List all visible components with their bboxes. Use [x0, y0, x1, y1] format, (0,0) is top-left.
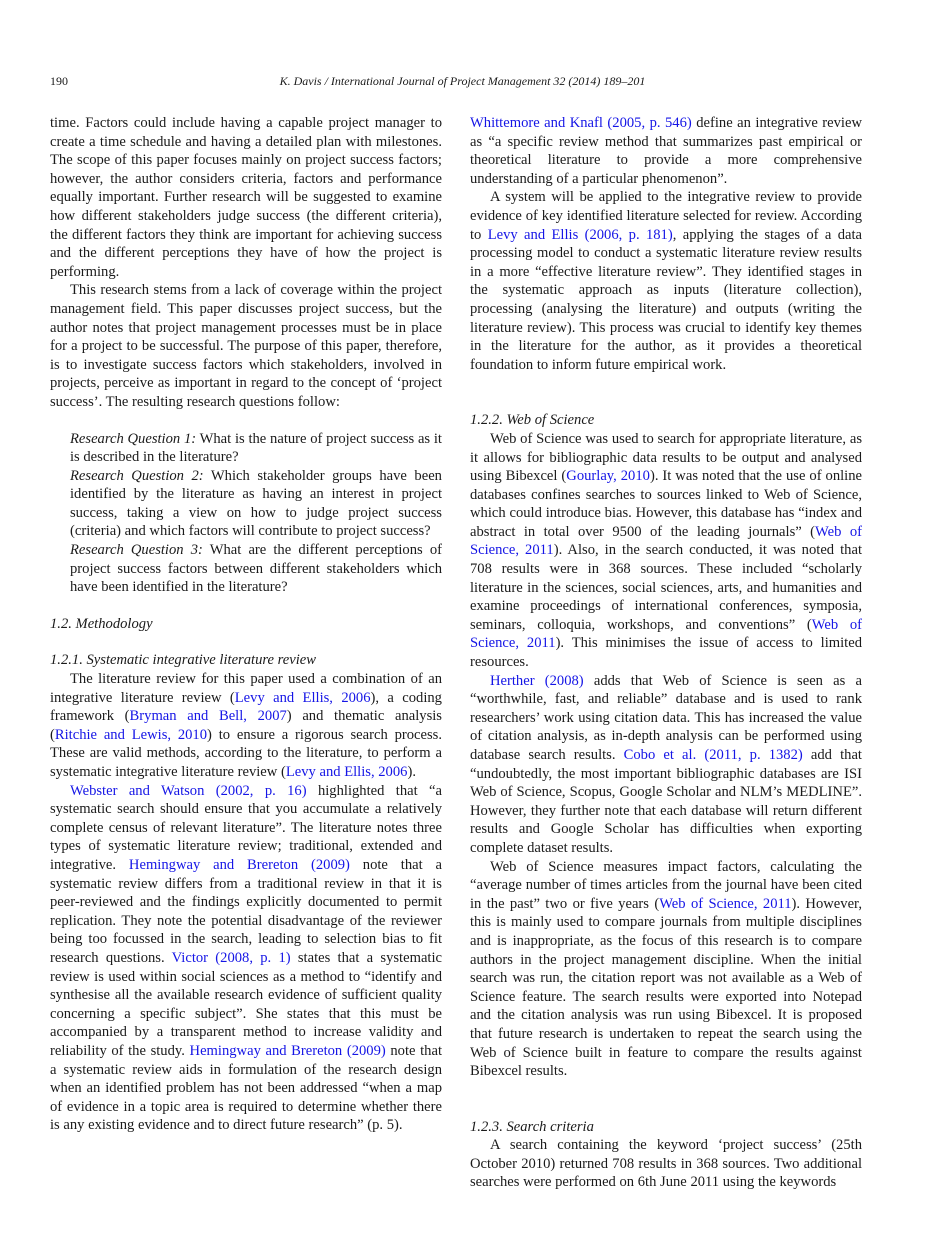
citation-link[interactable]: Victor (2008, p. 1) — [171, 949, 291, 966]
text: highlighted that “a systematic search should ensure that you accumulate a relatively complete census of relevant literature”. The literature notes three types of systematic literature review; traditional, extended and integrative. — [50, 782, 442, 873]
subsection-heading: 1.2.1. Systematic integrative literature review — [50, 652, 317, 669]
section-heading: 1.2. Methodology — [50, 615, 153, 632]
citation-link[interactable]: Levy and Ellis, 2006 — [285, 764, 408, 780]
paragraph — [50, 782, 442, 1135]
subsection-heading: 1.2.2. Web of Science — [470, 412, 595, 429]
text: ). Also, in the search conducted, it was noted that 708 results were in 368 sources. These included “scholarly literature in the sciences, social sciences, arts, and humanities and examine proceedings of international conferences, symposia, seminars, colloquia, workshops, and conventions” ( — [470, 542, 863, 633]
text: ). It was noted that the use of online databases confines searches to sources linked to Web of Science, which could introduce bias. However, this database has “index and abstract in total over 9500 of the leading journals” ( — [470, 468, 862, 540]
text: note that a systematic review differs from a traditional review in that it is peer-reviewed and the findings explicitly documented to permit replication. They note the potential disadvantage of the reviewer being too focussed in the search, leading to selection bias to fit research questions. — [50, 856, 443, 966]
text: states that a systematic review is used within social sciences as a method to “identify and synthesise all the available research evidence of sufficient quality concerning a specific subject”. She states that this must be accompanied by a transparent method to increase validity and reliability of the study. — [50, 949, 443, 1059]
text: define an integrative review as “a specific review method that summarizes past empirical or theoretical literature to provide a more comprehensive understanding of a particular phenomenon”. — [470, 115, 863, 187]
rq-text: What is the nature of project success as it is described in the literature? — [70, 430, 442, 466]
citation-link[interactable]: Webster and Watson (2002, p. 16) — [70, 782, 307, 799]
citation-link[interactable]: Whittemore and Knafl (2005, p. 546) — [470, 115, 692, 131]
text: ) and thematic analysis ( — [50, 708, 442, 743]
rq-text: What are the different perceptions of project success factors between different stakeholders which have been identified in the literature? — [70, 542, 442, 596]
citation-link[interactable]: Cobo et al. (2011, p. 1382) — [623, 747, 803, 763]
citation-link[interactable]: Bryman and Bell, 2007 — [129, 708, 287, 725]
citation-link[interactable]: Hemingway and Brereton (2009) — [189, 1042, 386, 1059]
citation-link[interactable]: Web of Science, 2011 — [659, 895, 792, 912]
paragraph — [470, 430, 862, 672]
citation-link[interactable]: Levy and Ellis (2006, p. 181) — [487, 226, 673, 243]
text: The literature review for this paper used a combination of an integrative literature review ( — [50, 671, 442, 706]
paragraph — [50, 670, 442, 782]
text: Web of Science measures impact factors, calculating the “average number of times articles from the journal have been cited in the past” two or five years ( — [470, 858, 862, 912]
citation-link[interactable]: Levy and Ellis, 2006 — [234, 689, 371, 706]
paragraph — [470, 672, 862, 858]
paragraph — [470, 858, 862, 1081]
text: add that “undoubtedly, the most important bibliographic databases are ISI Web of Science, Scopus, Google Scholar and NLM’s MEDLINE”. However, they further note that each database will return different results and Google Scholar has difficulties when exporting complete dataset results. — [470, 747, 862, 856]
citation-link[interactable]: Web of Science, 2011 — [470, 523, 863, 559]
paragraph — [470, 114, 862, 188]
text: note that a systematic review aids in formulation of the research design when an identified problem has not been addressed “when a map of evidence in a topic area is required to determine whether there is any existing evidence and to direct future research” (p. 5). — [50, 1042, 443, 1134]
rq-label: Research Question 3: — [70, 542, 203, 559]
running-title: K. Davis / International Journal of Project Management 32 (2014) 189–201 — [279, 74, 646, 88]
research-question-3 — [70, 541, 442, 597]
text: , applying the stages of a data processing model to conduct a systematic literature review results in a more “effective literature review”. They identified stages in the systematic approach as inputs (literature collection), processing (analysing the literature) and outputs (writing the literature review). This process was crucial to identify key themes in the literature for the author, as it provides a theoretical foundation to inform future empirical work. — [470, 226, 863, 373]
research-question-1 — [70, 430, 442, 467]
text: adds that Web of Science is seen as a “worthwhile, fast, and reliable” database and is used to rank researchers’ work using citation data. This has increased the value of citation analysis, as in-depth analysis can be performed using database search results. — [470, 672, 862, 763]
citation-link[interactable]: Ritchie and Lewis, 2010 — [54, 726, 208, 743]
text: ). This minimises the issue of access to limited resources. — [470, 635, 862, 671]
paragraph: time. Factors could include having a capable project manager to create a time schedule and having a detailed plan with milestones. The scope of this paper focuses mainly on project success factors; however, the author considers criteria, factors and performance equally important. Further research will be suggested to examine how different stakeholders judge success (the different criteria), the different factors they think are important for achieving success and the different perceptions they have of how the project is performing. — [50, 115, 442, 280]
right-column — [470, 114, 862, 1192]
rq-label: Research Question 2: — [70, 467, 204, 484]
rq-text: Which stakeholder groups have been identified by the literature as having an interest in project success, taking a view on how to judge project success (criteria) and which factors will contribute to project success? — [70, 467, 442, 540]
citation-link[interactable]: Web of Science, 2011 — [470, 616, 863, 652]
text: ) to ensure a rigorous search process. These are valid methods, according to the literature, to perform a systematic integrative literature review ( — [50, 726, 442, 780]
paragraph: This research stems from a lack of coverage within the project management field. This paper discusses project success, but the author notes that project management processes must be in place for a project to be successful. The purpose of this paper, therefore, is to investigate success factors which stakeholders, involved in projects, perceive as important in regard to the concept of ‘project success’. The resulting research questions follow: — [50, 282, 442, 410]
text: Web of Science was used to search for appropriate literature, as it allows for bibliographic data results to be output and analysed using Bibexcel ( — [470, 430, 862, 485]
text: ). — [407, 764, 416, 780]
text: ). However, this is mainly used to compare journals from multiple disciplines and is inappropriate, as the focus of this research is to compare authors in the project management discipline. When the initial search was run, the citation report was not available as a Web of Science feature. The search results were exported into Notepad and the citation analysis was run using Bibexcel. It is proposed that future research is undertaken to repeat the search using the Web of Science built in feature to compare the results against Bibexcel results. — [470, 895, 862, 1080]
page-number: 190 — [50, 74, 68, 88]
citation-link[interactable]: Hemingway and Brereton (2009) — [128, 856, 350, 873]
page-header — [0, 74, 925, 94]
citation-link[interactable]: Gourlay, 2010 — [566, 468, 650, 485]
rq-label: Research Question 1: — [70, 430, 197, 447]
text: ), a coding framework ( — [50, 689, 442, 725]
paragraph — [470, 188, 862, 374]
research-question-2 — [70, 467, 442, 541]
left-column — [50, 114, 442, 1135]
text: A system will be applied to the integrative review to provide evidence of key identified literature selected for review. According to — [470, 189, 862, 243]
paragraph: A search containing the keyword ‘project success’ (25th October 2010) returned 708 results in 368 sources. Two additional searches were performed on 6th June 2011 using the keywords — [470, 1137, 862, 1191]
subsection-heading: 1.2.3. Search criteria — [470, 1118, 594, 1135]
citation-link[interactable]: Herther (2008) — [490, 672, 584, 689]
